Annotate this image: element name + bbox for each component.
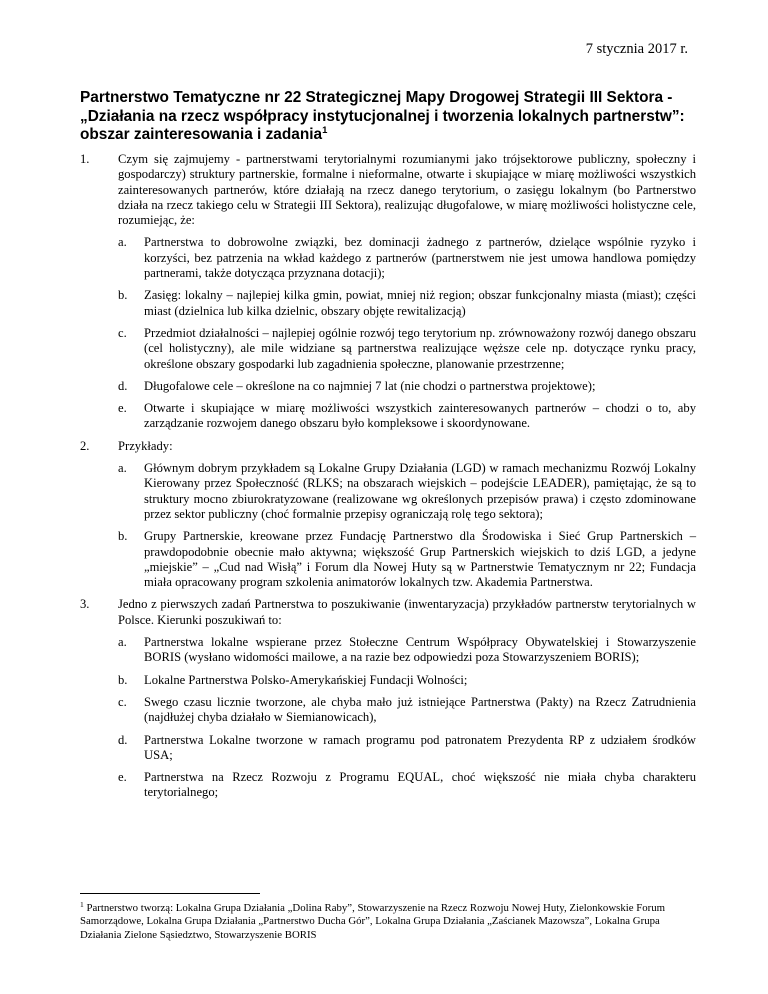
- item-letter: a.: [118, 235, 127, 250]
- footnote: [80, 902, 690, 942]
- item-text: Grupy Partnerskie, kreowane przez Fundację Partnerstwo dla Środowiska i Sieć Grup Partnerskich – prawdopodobnie obecnie mało aktywna; większość Grup Partnerskich wiejskich to dziś LGD, a jedyne „miejskie” – „Cud nad Wisłą” i Forum dla Nowej Huty są w Partnerstwie Tematycznym nr 22; Fundacja miała opracowany program szkolenia animatorów lokalnych tzw. Akademia Partnerstwa.: [144, 529, 696, 590]
- item-letter: b.: [118, 672, 128, 687]
- title-text: Partnerstwo Tematyczne nr 22 Strategicznej Mapy Drogowej Strategii III Sektora - „Działania na rzecz współpracy instytucjonalnej i tworzenia lokalnych partnerstw”: obszar zainteresowania i zadania: [80, 89, 685, 144]
- document-date: 7 stycznia 2017 r.: [585, 41, 688, 57]
- list-item: [118, 326, 696, 372]
- footnote-marker: 1: [80, 900, 84, 909]
- item-text: Partnerstwa lokalne wspierane przez Stołeczne Centrum Współpracy Obywatelskiej i Stowarzyszenie BORIS (wysłano widomości mailowe, a na razie bez odpowiedzi poza Stowarzyszeniem BORIS);: [144, 635, 696, 665]
- document-title: [80, 89, 700, 145]
- item-text: Partnerstwa na Rzecz Rozwoju z Programu EQUAL, choć większość nie miała chyba charakteru terytorialnego;: [144, 770, 696, 800]
- subitem-list: [118, 235, 696, 431]
- section-2: [80, 439, 696, 591]
- item-letter: a.: [118, 635, 127, 650]
- item-text: Swego czasu licznie tworzone, ale chyba mało już istniejące Partnerstwa (Pakty) na Rzecz Zatrudnienia (najdłużej chyba działało w Siemianowicach),: [144, 694, 696, 725]
- subitem-list: [118, 635, 696, 801]
- list-item: [118, 529, 696, 590]
- section-number: 2.: [80, 438, 90, 453]
- document-body: [80, 152, 696, 808]
- item-letter: c.: [118, 694, 127, 709]
- item-letter: b.: [118, 529, 128, 544]
- item-text: Głównym dobrym przykładem są Lokalne Grupy Działania (LGD) w ramach mechanizmu Rozwój Lokalny Kierowany przez Społeczność (RLKS; na obszarach wiejskich – podejście LEADER), pamiętając, że są to struktury mocno zbiurokratyzowane (realizowane wg określonych przepisów prawa) i często zdominowane przez sektor publiczny (choć formalnie przepisy ograniczają rolę tego sektora);: [144, 461, 696, 521]
- section-number: 3.: [80, 597, 90, 612]
- item-letter: a.: [118, 461, 127, 476]
- item-text: Lokalne Partnerstwa Polsko-Amerykańskiej Fundacji Wolności;: [144, 672, 468, 687]
- item-text: Zasięg: lokalny – najlepiej kilka gmin, powiat, mniej niż region; obszar funkcjonalny miasta (miast); części miast (dzielnica lub kilka dzielnic, obszary objęte rewitalizacją): [144, 288, 696, 318]
- item-text: Partnerstwa Lokalne tworzone w ramach programu pod patronatem Prezydenta RP z udziałem środków USA;: [144, 732, 696, 762]
- item-letter: e.: [118, 401, 127, 416]
- list-item: [118, 770, 696, 801]
- title-footnote-ref: 1: [322, 125, 328, 137]
- section-1: [80, 152, 696, 432]
- item-text: Przedmiot działalności – najlepiej ogólnie rozwój tego terytorium np. zrównoważony rozwój danego obszaru (cel holistyczny), ale mile widziane są partnerstwa realizujące węższe cele np. dotyczące rynku pracy, określone obszary gospodarki lub zagadnienia społeczne, planowanie przestrzenne;: [144, 325, 696, 371]
- item-letter: b.: [118, 288, 128, 303]
- section-number: 1.: [80, 152, 90, 166]
- footnote-text: Partnerstwo tworzą: Lokalna Grupa Działania „Dolina Raby”, Stowarzyszenie na Rzecz Rozwoju Nowej Huty, Zielonkowskie Forum Samorządowe, Lokalna Grupa Działania „Partnerstwo Ducha Gór”, Lokalna Grupa Działania „Zaścianek Mazowsza”, Lokalna Grupa Działania Zielone Sąsiedztwo, Stowarzyszenie BORIS: [80, 902, 666, 941]
- item-text: Długofalowe cele – określone na co najmniej 7 lat (nie chodzi o partnerstwa projektowe);: [144, 378, 596, 393]
- section-3: [80, 597, 696, 800]
- item-letter: c.: [118, 325, 127, 340]
- section-list: [80, 152, 696, 801]
- item-letter: d.: [118, 378, 128, 393]
- item-text: Otwarte i skupiające w miarę możliwości wszystkich zainteresowanych partnerów – chodzi o to, aby zarządzanie rozwojem danego obszaru było kompleksowe i skoordynowane.: [144, 401, 696, 431]
- item-letter: e.: [118, 770, 127, 785]
- section-text: Przykłady:: [118, 438, 173, 453]
- list-item: [118, 673, 696, 688]
- list-item: [118, 733, 696, 764]
- list-item: [118, 288, 696, 319]
- list-item: [118, 695, 696, 726]
- subitem-list: [118, 461, 696, 590]
- section-text: Czym się zajmujemy - partnerstwami terytorialnymi rozumianymi jako trójsektorowe publiczny, społeczny i gospodarczy) struktury partnerskie, formalne i nieformalne, otwarte i skupiające w miarę możliwości wszystkich zainteresowanych partnerów, które działają na rzecz danego terytorium, o zasięgu lokalnym (bo Partnerstwo działa na rzecz takiego celu w Strategii III Sektora), realizując długofalowe, w miarę możliwości holistyczne cele, rozumiejąc, że:: [118, 152, 696, 228]
- section-text: Jedno z pierwszych zadań Partnerstwa to poszukiwanie (inwentaryzacja) przykładów partnerstw terytorialnych w Polsce. Kierunki poszukiwań to:: [118, 597, 696, 627]
- footnote-divider: [80, 893, 260, 894]
- list-item: [118, 461, 696, 522]
- list-item: [118, 401, 696, 432]
- list-item: [118, 379, 696, 394]
- item-letter: d.: [118, 732, 128, 747]
- list-item: [118, 235, 696, 281]
- list-item: [118, 635, 696, 666]
- item-text: Partnerstwa to dobrowolne związki, bez dominacji żadnego z partnerów, dzielące wspólnie ryzyko i korzyści, bez patrzenia na wkład każdego z partnerów (partnerstwem nie jest umowa handlowa pomiędzy partnerami, także dotycząca przyznana dotacji);: [144, 235, 696, 281]
